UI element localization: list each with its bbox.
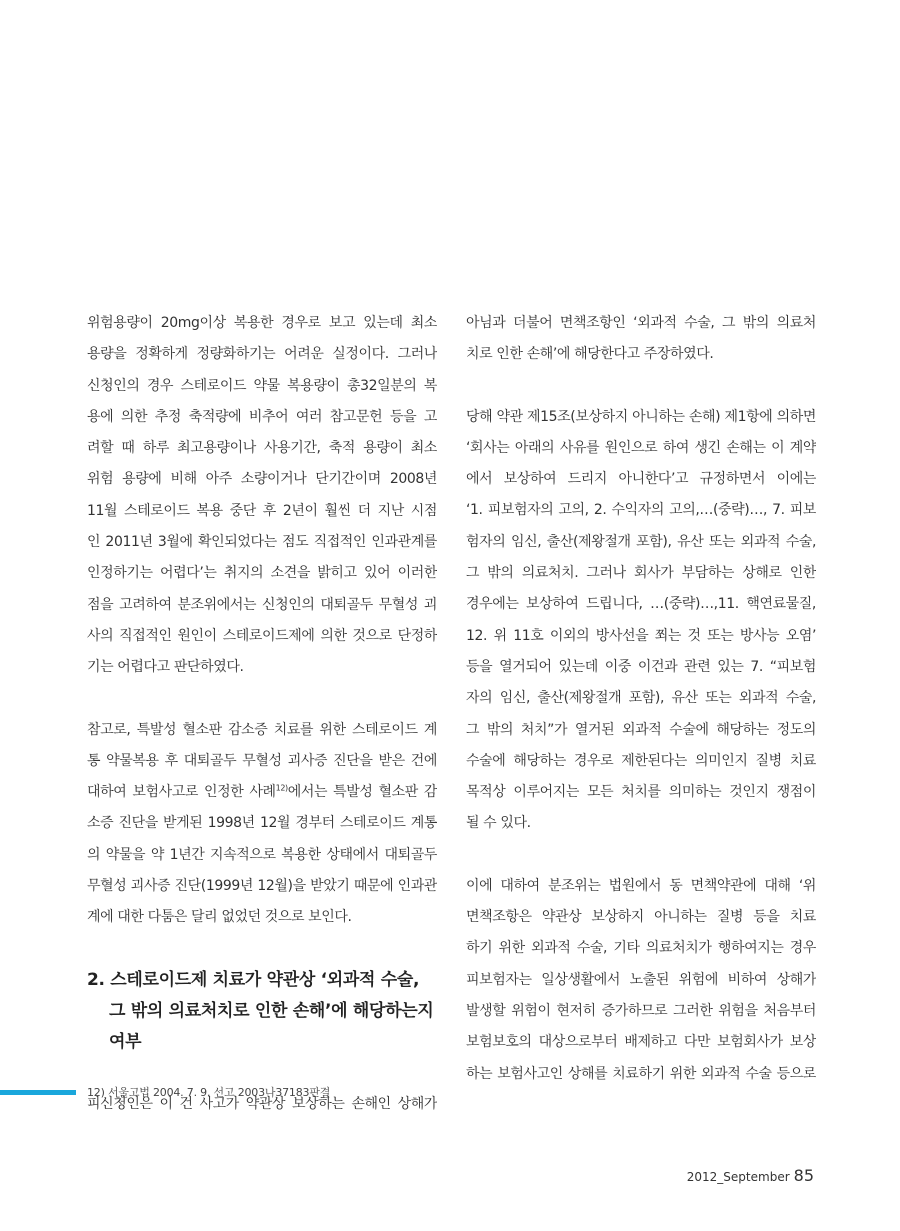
text-line: 그 밖의 처치”가 열거된 외과적 수술에 해당하는 정도의	[466, 721, 816, 738]
right-paragraph-1	[466, 308, 816, 371]
text-line: 이에 대하여 분조위는 법원에서 동 면책약관에 대해 ‘위	[466, 877, 816, 894]
text-line: 될 수 있다.	[466, 815, 531, 832]
text-line: 보험보호의 대상으로부터 배제하고 다만 보험회사가 보상	[466, 1034, 816, 1051]
page-number: 85	[793, 1166, 814, 1185]
text-line: 그 밖의 의료처치. 그러나 회사가 부담하는 상해로 인한	[466, 565, 816, 582]
text-line: 무혈성 괴사증 진단(1999년 12월)을 받았기 때문에 인과관	[87, 878, 437, 895]
text-line: 소증 진단을 받게된 1998년 12월 경부터 스테로이드 계통	[87, 815, 437, 832]
text-line: 참고로, 특발성 혈소판 감소증 치료를 위한 스테로이드 계	[87, 721, 437, 738]
issue-label: 2012_September	[686, 1170, 790, 1184]
text-line: 12. 위 11호 이외의 방사선을 쬐는 것 또는 방사능 오염’	[466, 627, 816, 644]
right-column	[466, 308, 816, 1090]
text-line: 당해 약관 제15조(보상하지 아니하는 손해) 제1항에 의하면	[466, 408, 816, 425]
text-line: 계에 대한 다툼은 달리 없었던 것으로 보인다.	[87, 909, 352, 926]
heading-line: 2. 스테로이드제 치료가 약관상 ‘외과적 수술,	[87, 969, 420, 990]
text-line: 통 약물복용 후 대퇴골두 무혈성 괴사증 진단을 받은 건에	[87, 752, 437, 769]
text-line-with-footnote	[87, 777, 437, 808]
text-line: 등을 열거되어 있는데 이중 이건과 관련 있는 7. “피보험	[466, 658, 816, 675]
text-line: 목적상 이루어지는 모든 처치를 의미하는 것인지 쟁점이	[466, 784, 816, 801]
text-line: 수술에 해당하는 경우로 제한된다는 의미인지 질병 치료	[466, 752, 816, 769]
text-line: 피신청인은 이 건 사고가 약관상 보상하는 손해인 상해가	[87, 1095, 437, 1112]
text-line: 용량을 정확하게 정량화하기는 어려운 실정이다. 그러나	[87, 346, 437, 363]
text-line: 험자의 임신, 출산(제왕절개 포함), 유산 또는 외과적 수술,	[466, 533, 816, 550]
text-segment: 에서는 특발성 혈소판 감	[287, 784, 437, 801]
text-line: 위험용량이 20mg이상 복용한 경우로 보고 있는데 최소	[87, 315, 437, 331]
text-line: ‘1. 피보험자의 고의, 2. 수익자의 고의,…(중략)…, 7. 피보	[466, 502, 816, 519]
text-line: 신청인의 경우 스테로이드 약물 복용량이 총32일분의 복	[87, 377, 437, 394]
text-line: 점을 고려하여 분조위에서는 신청인의 대퇴골두 무혈성 괴	[87, 596, 437, 613]
text-line: 경우에는 보상하여 드립니다, …(중략)…,11. 핵연료물질,	[466, 596, 816, 613]
text-line: 인정하기는 어렵다’는 취지의 소견을 밝히고 있어 이러한	[87, 565, 437, 582]
text-line: 기는 어렵다고 판단하였다.	[87, 659, 244, 676]
text-line: 용에 의한 추정 축적량에 비추어 여러 참고문헌 등을 고	[87, 408, 437, 425]
text-line: 자의 임신, 출산(제왕절개 포함), 유산 또는 외과적 수술,	[466, 690, 816, 707]
left-paragraph-1	[87, 308, 437, 684]
text-line: 하는 보험사고인 상해를 치료하기 위한 외과적 수술 등으로	[466, 1065, 816, 1082]
left-paragraph-2	[87, 715, 437, 934]
text-line: 발생할 위험이 현저히 증가하므로 그러한 위험을 처음부터	[466, 1002, 816, 1019]
text-line: 위험 용량에 비해 아주 소량이거나 단기간이며 2008년	[87, 471, 437, 488]
right-paragraph-3	[466, 871, 816, 1090]
section-heading	[87, 965, 437, 1058]
heading-line: 그 밖의 의료처치로 인한 손해’에 해당하는지 여부	[109, 1000, 434, 1052]
right-paragraph-2	[466, 402, 816, 840]
text-line: 사의 직접적인 원인이 스테로이드제에 의한 것으로 단정하	[87, 627, 437, 644]
text-line: 아님과 더불어 면책조항인 ‘외과적 수술, 그 밖의 의료처	[466, 315, 816, 331]
page-footer	[687, 1166, 814, 1185]
text-line: 에서 보상하여 드리지 아니한다’고 규정하면서 이에는	[466, 471, 816, 488]
text-line: 치로 인한 손해’에 해당한다고 주장하였다.	[466, 346, 714, 363]
text-line: 의 약물을 약 1년간 지속적으로 복용한 상태에서 대퇴골두	[87, 846, 437, 863]
text-line: ‘회사는 아래의 사유를 원인으로 하여 생긴 손해는 이 계약	[466, 439, 816, 456]
text-line: 인 2011년 3월에 확인되었다는 점도 직접적인 인과관계를	[87, 534, 437, 551]
footnote-accent-bar	[0, 1090, 76, 1095]
text-line: 면책조항은 약관상 보상하지 아니하는 질병 등을 치료	[466, 909, 816, 926]
text-line: 피보험자는 일상생활에서 노출된 위험에 비하여 상해가	[466, 971, 816, 988]
text-segment: 대하여 보험사고로 인정한 사례	[87, 784, 276, 801]
footnote-reference[interactable]: 12)	[275, 783, 288, 793]
text-line: 11월 스테로이드 복용 중단 후 2년이 훨씬 더 지난 시점	[87, 502, 437, 519]
text-line: 하기 위한 외과적 수술, 기타 의료처치가 행하여지는 경우	[466, 940, 816, 957]
left-column	[87, 308, 437, 1120]
footnote: 12) 서울고법 2004. 7. 9. 선고 2003나37183판결	[87, 1086, 331, 1099]
text-line: 려할 때 하루 최고용량이나 사용기간, 축적 용량이 최소	[87, 440, 437, 457]
